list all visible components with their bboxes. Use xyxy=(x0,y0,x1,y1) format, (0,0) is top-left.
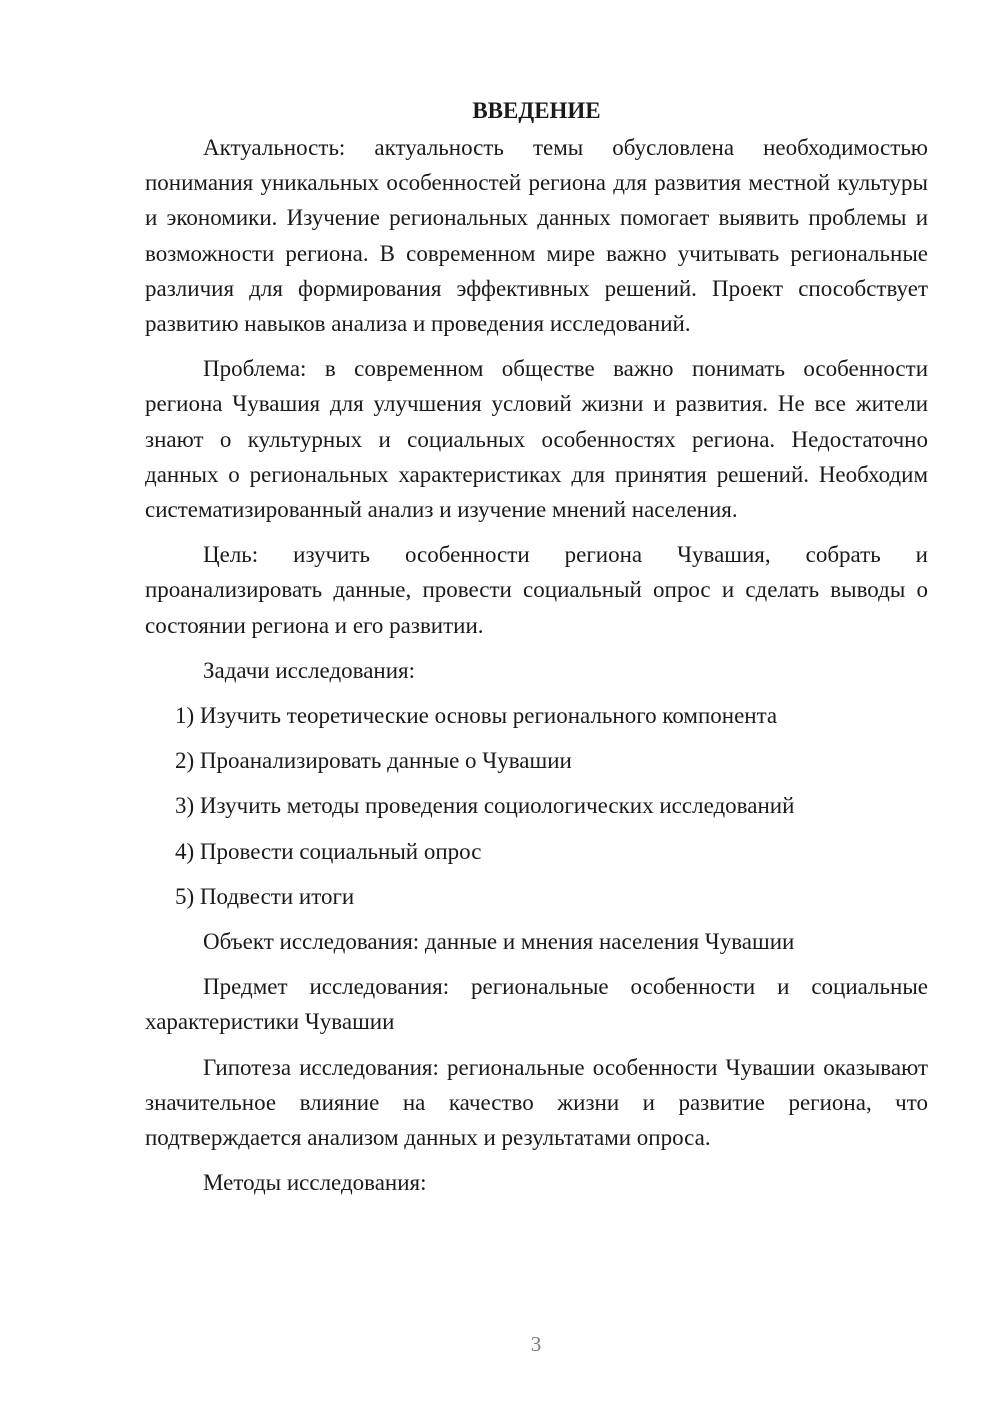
paragraph-tasks-title: Задачи исследования: xyxy=(203,657,416,683)
list-item: 5) Подвести итоги xyxy=(175,883,355,909)
document-page xyxy=(145,92,928,1210)
page-number: 3 xyxy=(530,1332,542,1356)
paragraph-subject: Предмет исследования: региональные особенности и социальные характеристики Чувашии xyxy=(145,974,928,1035)
paragraph-methods-title: Методы исследования: xyxy=(203,1170,427,1196)
paragraph-relevance: Актуальность: актуальность темы обусловлена необходимостью понимания уникальных особенностей региона для развития местной культуры и экономики. Изучение региональных данных помогает выявить проблемы и возможности региона. В современном мире важно учитывать региональные различия для формирования эффективных решений. Проект способствует развитию навыков анализа и проведения исследований. xyxy=(145,135,928,337)
list-item: 3) Изучить методы проведения социологических исследований xyxy=(175,793,795,819)
list-item: 4) Провести социальный опрос xyxy=(175,838,482,864)
paragraph-problem: Проблема: в современном обществе важно понимать особенности региона Чувашия для улучшения условий жизни и развития. Не все жители знают о культурных и социальных особенностях региона. Недостаточно данных о региональных характеристиках для принятия решений. Необходим систематизированный анализ и изучение мнений населения. xyxy=(145,356,928,523)
tasks-list xyxy=(145,698,928,914)
page-title: ВВЕДЕНИЕ xyxy=(472,98,601,123)
paragraph-object: Объект исследования: данные и мнения населения Чувашии xyxy=(203,929,795,955)
list-item: 1) Изучить теоретические основы регионального компонента xyxy=(175,703,778,729)
paragraph-goal: Цель: изучить особенности региона Чувашия, собрать и проанализировать данные, провести социальный опрос и сделать выводы о состоянии региона и его развитии. xyxy=(145,542,928,638)
paragraph-hypothesis: Гипотеза исследования: региональные особенности Чувашии оказывают значительное влияние на качество жизни и развитие региона, что подтверждается анализом данных и результатами опроса. xyxy=(145,1054,928,1151)
list-item: 2) Проанализировать данные о Чувашии xyxy=(175,748,572,774)
